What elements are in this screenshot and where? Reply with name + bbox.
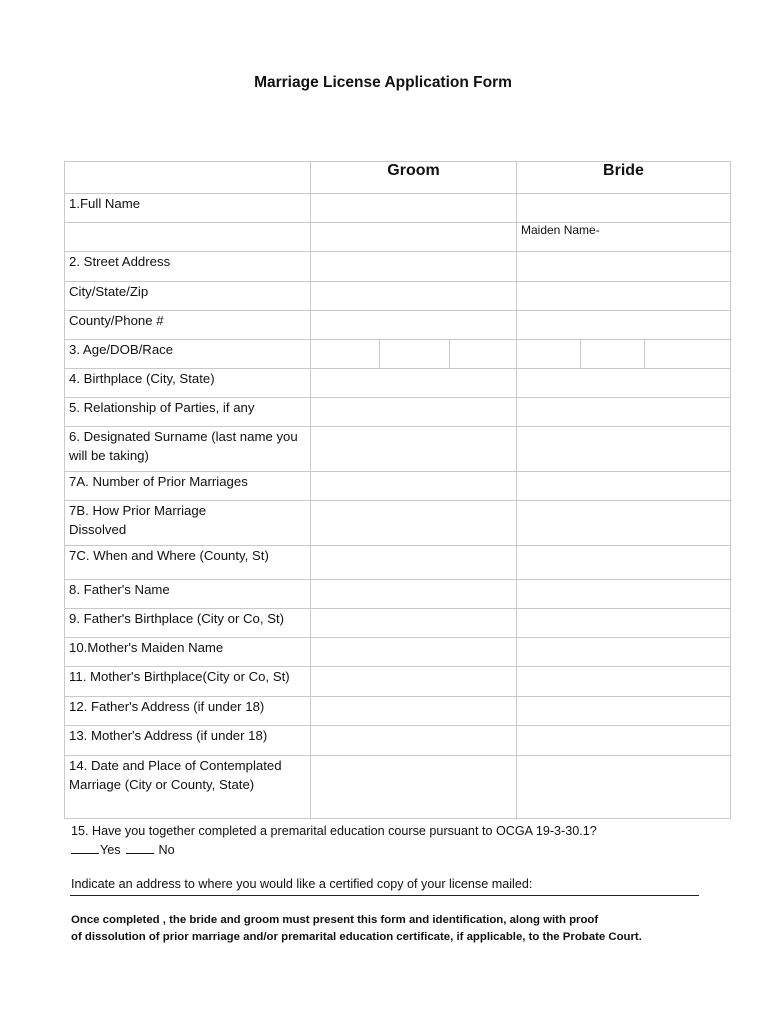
full-name-label: 1.Full Name	[65, 194, 311, 223]
birthplace-label: 4. Birthplace (City, State)	[65, 369, 311, 398]
groom-age-dob-race-cell	[311, 340, 517, 369]
when-where-label: 7C. When and Where (County, St)	[65, 546, 311, 580]
groom-mothers-birthplace-field[interactable]	[311, 667, 517, 697]
groom-birthplace-field[interactable]	[311, 369, 517, 398]
city-state-zip-label: City/State/Zip	[65, 282, 311, 311]
row-mothers-address	[65, 726, 731, 756]
bride-when-where-field[interactable]	[517, 546, 731, 580]
bride-column-header: Bride	[517, 162, 731, 194]
bride-mothers-address-field[interactable]	[517, 726, 731, 756]
premarital-yes-label: Yes	[100, 843, 121, 857]
groom-mothers-address-field[interactable]	[311, 726, 517, 756]
groom-maiden-name-blank	[311, 223, 517, 252]
how-dissolved-label-line1: 7B. How Prior Marriage	[69, 503, 207, 518]
groom-street-address-field[interactable]	[311, 252, 517, 282]
header-row	[65, 162, 731, 194]
bride-birthplace-field[interactable]	[517, 369, 731, 398]
bride-dob-field[interactable]	[581, 340, 645, 368]
bride-how-dissolved-field[interactable]	[517, 501, 731, 546]
groom-race-field[interactable]	[450, 340, 516, 368]
age-dob-race-label: 3. Age/DOB/Race	[65, 340, 311, 369]
row-designated-surname	[65, 427, 731, 472]
groom-prior-marriages-field[interactable]	[311, 472, 517, 501]
address-instruction: Indicate an address to where you would like a certified copy of your license mailed:	[71, 877, 533, 891]
street-address-label: 2. Street Address	[65, 252, 311, 282]
groom-how-dissolved-field[interactable]	[311, 501, 517, 546]
bride-fathers-birthplace-field[interactable]	[517, 609, 731, 638]
row-contemplated-marriage	[65, 756, 731, 819]
row-full-name	[65, 194, 731, 223]
bride-mothers-birthplace-field[interactable]	[517, 667, 731, 697]
bride-age-dob-race-cell	[517, 340, 731, 369]
premarital-no-blank[interactable]	[126, 842, 154, 854]
row-mothers-maiden-name	[65, 638, 731, 667]
groom-full-name-field[interactable]	[311, 194, 517, 223]
row-fathers-birthplace	[65, 609, 731, 638]
bride-fathers-address-field[interactable]	[517, 697, 731, 726]
groom-mothers-maiden-name-field[interactable]	[311, 638, 517, 667]
groom-fathers-birthplace-field[interactable]	[311, 609, 517, 638]
row-city-state-zip	[65, 282, 731, 311]
groom-city-state-zip-field[interactable]	[311, 282, 517, 311]
premarital-answer	[71, 842, 175, 857]
prior-marriages-label: 7A. Number of Prior Marriages	[65, 472, 311, 501]
bride-fathers-name-field[interactable]	[517, 580, 731, 609]
bride-maiden-name-field[interactable]: Maiden Name-	[517, 223, 731, 252]
premarital-question: 15. Have you together completed a premarital education course pursuant to OCGA 19-3-30.1?	[71, 824, 597, 838]
row-relationship	[65, 398, 731, 427]
form-title: Marriage License Application Form	[254, 74, 512, 91]
groom-county-phone-field[interactable]	[311, 311, 517, 340]
mailing-address-line[interactable]	[70, 895, 699, 896]
row-prior-marriages	[65, 472, 731, 501]
contemplated-marriage-label: 14. Date and Place of Contemplated Marriage (City or County, State)	[65, 756, 311, 819]
bride-race-field[interactable]	[645, 340, 730, 368]
fathers-address-label: 12. Father's Address (if under 18)	[65, 697, 311, 726]
bride-city-state-zip-field[interactable]	[517, 282, 731, 311]
row-county-phone	[65, 311, 731, 340]
mothers-address-label: 13. Mother's Address (if under 18)	[65, 726, 311, 756]
bride-relationship-field[interactable]	[517, 398, 731, 427]
row-how-dissolved	[65, 501, 731, 546]
fathers-birthplace-label: 9. Father's Birthplace (City or Co, St)	[65, 609, 311, 638]
county-phone-label: County/Phone #	[65, 311, 311, 340]
bride-street-address-field[interactable]	[517, 252, 731, 282]
bride-designated-surname-field[interactable]	[517, 427, 731, 472]
bride-age-field[interactable]	[517, 340, 581, 368]
groom-column-header: Groom	[311, 162, 517, 194]
relationship-label: 5. Relationship of Parties, if any	[65, 398, 311, 427]
how-dissolved-label	[65, 501, 311, 546]
groom-contemplated-marriage-field[interactable]	[311, 756, 517, 819]
header-blank-cell	[65, 162, 311, 194]
footer-note-line2: of dissolution of prior marriage and/or premarital education certificate, if applicable, to the Probate Court.	[71, 931, 642, 943]
footer-note-line1: Once completed , the bride and groom must present this form and identification, along with proof	[71, 914, 599, 926]
bride-mothers-maiden-name-field[interactable]	[517, 638, 731, 667]
row-maiden-name	[65, 223, 731, 252]
fathers-name-label: 8. Father's Name	[65, 580, 311, 609]
premarital-no-label: No	[158, 843, 175, 857]
bride-contemplated-marriage-field[interactable]	[517, 756, 731, 819]
maiden-name-blank-label	[65, 223, 311, 252]
row-birthplace	[65, 369, 731, 398]
groom-fathers-address-field[interactable]	[311, 697, 517, 726]
row-street-address	[65, 252, 731, 282]
groom-age-field[interactable]	[311, 340, 380, 368]
application-table	[64, 161, 731, 819]
groom-fathers-name-field[interactable]	[311, 580, 517, 609]
row-mothers-birthplace	[65, 667, 731, 697]
row-when-where	[65, 546, 731, 580]
groom-when-where-field[interactable]	[311, 546, 517, 580]
row-fathers-name	[65, 580, 731, 609]
groom-relationship-field[interactable]	[311, 398, 517, 427]
groom-designated-surname-field[interactable]	[311, 427, 517, 472]
bride-full-name-field[interactable]	[517, 194, 731, 223]
how-dissolved-label-line2: Dissolved	[69, 522, 127, 537]
row-fathers-address	[65, 697, 731, 726]
mothers-maiden-name-label: 10.Mother's Maiden Name	[65, 638, 311, 667]
bride-prior-marriages-field[interactable]	[517, 472, 731, 501]
groom-dob-field[interactable]	[380, 340, 450, 368]
premarital-yes-blank[interactable]	[71, 842, 99, 854]
bride-county-phone-field[interactable]	[517, 311, 731, 340]
row-age-dob-race	[65, 340, 731, 369]
designated-surname-label: 6. Designated Surname (last name you will be taking)	[65, 427, 311, 472]
mothers-birthplace-label: 11. Mother's Birthplace(City or Co, St)	[65, 667, 311, 697]
